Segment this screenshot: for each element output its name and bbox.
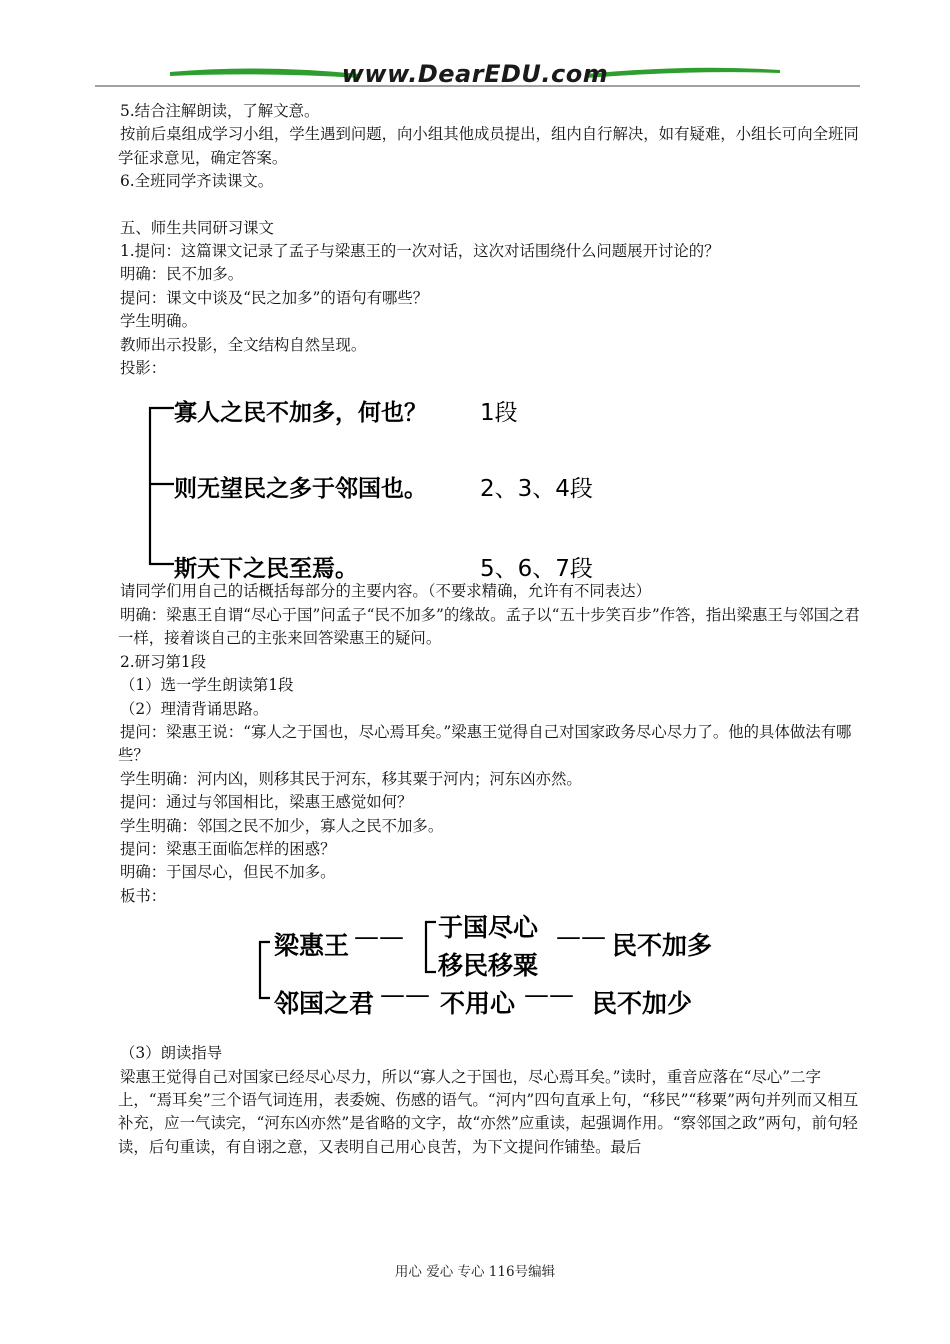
- board-king: 梁惠王: [274, 931, 350, 961]
- board-item: 于国尽心: [438, 913, 539, 943]
- paragraph: 按前后桌组成学习小组，学生遇到问题，向小组其他成员提出，组内自行解决，如有疑难，小组长可向全班同学征求意见，确定答案。: [118, 125, 859, 167]
- paragraph: 5.结合注解朗读，了解文意。: [120, 102, 320, 120]
- board-result: 民不加少: [592, 989, 693, 1019]
- paragraph: 教师出示投影，全文结构自然呈现。: [120, 335, 367, 354]
- structure-row-para: 2、3、4段: [480, 476, 593, 503]
- board-mid: 不用心: [440, 989, 516, 1019]
- paragraph: 明确：于国尽心，但民不加多。: [120, 863, 336, 882]
- site-logo[interactable]: www.DearEDU.com: [341, 60, 609, 88]
- paragraph: （2）理清背诵思路。: [120, 699, 269, 718]
- paragraph: 提问：通过与邻国相比，梁惠王感觉如何？: [120, 793, 413, 812]
- structure-row-para: 1段: [480, 400, 518, 427]
- section-heading: 五、师生共同研习课文: [120, 218, 274, 237]
- paragraph: （1）选一学生朗读第1段: [120, 676, 294, 695]
- board-neighbor: 邻国之君: [274, 989, 375, 1019]
- board-result: 民不加多: [612, 931, 713, 961]
- board-item: 移民移粟: [438, 951, 539, 981]
- paragraph: 提问：梁惠王面临怎样的困惑？: [120, 839, 336, 858]
- paragraph: 学生明确：邻国之民不加少，寡人之民不加多。: [120, 816, 444, 835]
- board-dash: ——: [556, 922, 606, 952]
- paragraph: 1.提问：这篇课文记录了孟子与梁惠王的一次对话，这次对话围绕什么问题展开讨论的？: [120, 242, 720, 261]
- structure-row-para: 5、6、7段: [480, 556, 593, 583]
- structure-row-text: 斯天下之民至焉。: [174, 556, 358, 583]
- board-dash: ——: [354, 922, 404, 952]
- page-footer: 用心 爱心 专心 116号编辑: [394, 1264, 556, 1280]
- subsection-heading: 2.研习第1段: [120, 652, 207, 671]
- paragraph: 板书：: [120, 886, 167, 905]
- structure-row-text: 寡人之民不加多，何也？: [174, 400, 427, 427]
- paragraph: 提问：梁惠王说：“寡人之于国也，尽心焉耳矣。”梁惠王觉得自己对国家政务尽心尽力了。他的具体做法有哪些？: [118, 722, 852, 765]
- board-dash: ——: [380, 980, 430, 1010]
- board-dash: ——: [524, 980, 574, 1010]
- paragraph: 6.全班同学齐读课文。: [120, 172, 274, 191]
- paragraph: 学生明确。: [120, 312, 197, 331]
- paragraph: 投影：: [120, 359, 167, 378]
- page-header: [0, 0, 950, 96]
- paragraph: 提问：课文中谈及“民之加多”的语句有哪些？: [120, 288, 429, 307]
- paragraph: 明确：民不加多。: [120, 265, 244, 284]
- paragraph: （3）朗读指导: [120, 1044, 223, 1063]
- paragraph: 学生明确：河内凶，则移其民于河东，移其粟于河内；河东凶亦然。: [120, 769, 582, 788]
- paragraph: 明确：梁惠王自谓“尽心于国”问孟子“民不加多”的缘故。孟子以“五十步笑百步”作答，指出梁惠王与邻国之君一样，接着谈自己的主张来回答梁惠王的疑问。: [118, 605, 860, 648]
- paragraph: 请同学们用自己的话概括每部分的主要内容。（不要求精确，允许有不同表达）: [120, 582, 651, 601]
- paragraph: 梁惠王觉得自己对国家已经尽心尽力，所以“寡人之于国也，尽心焉耳矣。”读时，重音应落在“尽心”二字上，“焉耳矣”三个语气词连用，表委婉、伤感的语气。“河内”四句直承上句，“移民”“移粟”两句并列而又相互补充，应一气读完，“河东凶亦然”是省略的文字，故“亦然”应重读，起强调作用。“察邻国之政”两句，前句轻读，后句重读，有自诩之意，又表明自己用心良苦，为下文提问作铺垫。最后: [118, 1067, 859, 1156]
- structure-projection-diagram: [118, 386, 863, 583]
- structure-row-text: 则无望民之多于邻国也。: [174, 476, 427, 503]
- blackboard-diagram: [118, 910, 863, 1038]
- document-body: [118, 100, 863, 1159]
